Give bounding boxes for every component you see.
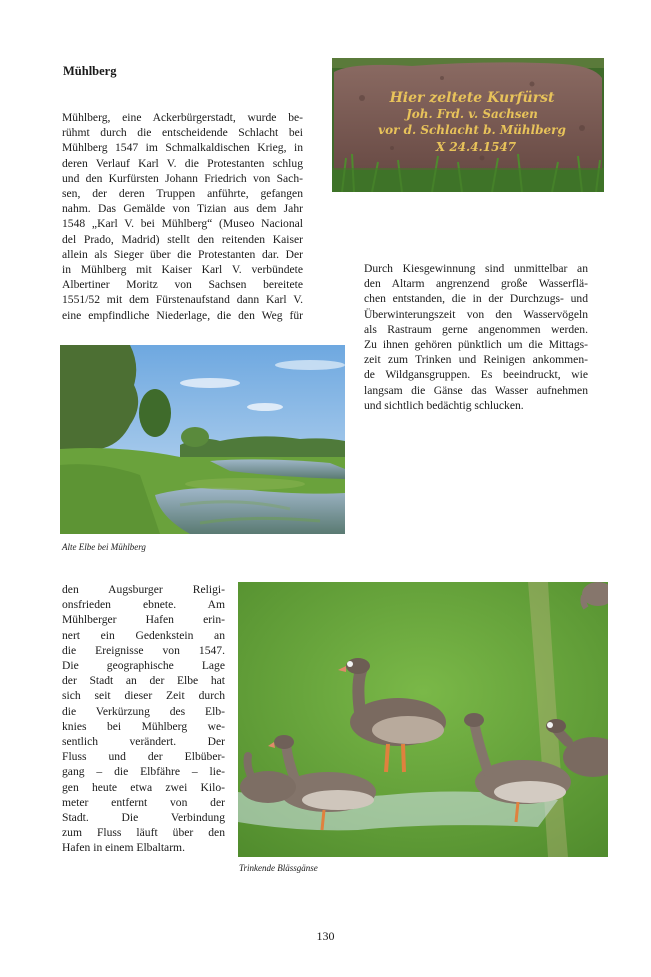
text-line: Mühlberg 1547 im Schmalkaldischen Krieg, in: [62, 141, 303, 155]
text-line: Überwinterungszeit von den Wasservögeln: [364, 307, 588, 321]
memorial-stone-photo: [332, 58, 604, 192]
text-line: gen heute etwa zwei Kilo-: [62, 780, 225, 794]
text-line: rühmt durch die entscheidende Schlacht bei: [62, 126, 303, 140]
text-line: nert ein Gedenkstein an: [62, 628, 225, 642]
text-line: Durch Kiesgewinnung sind unmittelbar an: [364, 262, 588, 275]
text-line: gang – die Elbfähre – lie-: [62, 765, 225, 779]
text-line: der Stadt an der Elbe hat: [62, 674, 225, 688]
text-line: als Rastraum gerne angenommen werden.: [364, 322, 588, 336]
text-line: Fluss und der Elbüber-: [62, 750, 225, 764]
text-line: zeit zum Trinken und Reinigen ankommen-: [364, 353, 588, 367]
text-line: sentlich verändert. Der: [62, 735, 225, 749]
text-line: nahm. Das Gemälde von Tizian aus dem Jahr: [62, 202, 303, 216]
text-block-left-bottom: [62, 582, 225, 856]
text-line: Albertiner Moritz von Sachsen bereitete: [62, 278, 303, 292]
text-line: de Wildgansgruppen. Es beeindruckt, wie: [364, 368, 588, 382]
text-line: zum Fluss läuft über den: [62, 826, 225, 840]
text-line: allein als Sieger über die Protestanten dar. Der: [62, 247, 303, 261]
geese-photo: [238, 582, 608, 857]
page-title: Mühlberg: [63, 64, 117, 78]
text-line: knies bei Mühlberg we-: [62, 719, 225, 733]
stone-inscription-line: Joh. Frd. v. Sachsen: [406, 107, 538, 121]
figure-caption: Alte Elbe bei Mühlberg: [62, 542, 146, 552]
stone-inscription-line: X 24.4.1547: [435, 140, 517, 154]
text-line: Mühlberger Hafen erin-: [62, 613, 225, 627]
text-block-right: [364, 261, 588, 413]
text-line: sich seit dieser Zeit durch: [62, 689, 225, 703]
page-number: 130: [316, 929, 335, 943]
text-line: sen, der deren Truppen anführte, gefangen: [62, 187, 303, 201]
text-line: Die geographische Lage: [62, 659, 225, 673]
text-line: die Verkürzung des Elb-: [62, 704, 225, 718]
text-line: Zu ihnen gehören pünktlich um die Mittags-: [364, 338, 588, 352]
text-line: in Mühlberg mit Kaiser Karl V. verbündete: [62, 263, 303, 277]
text-line: 1548 „Karl V. bei Mühlberg“ (Museo Nacional: [62, 217, 303, 231]
text-line: und sichtlich bedächtig schlucken.: [364, 398, 524, 412]
text-line: 1551/52 mit dem Fürstenaufstand dann Karl V.: [62, 293, 303, 307]
elbe-landscape-photo: [60, 345, 345, 534]
text-block-left-top: [62, 110, 303, 323]
figure-caption: Trinkende Blässgänse: [239, 863, 318, 873]
text-line: langsam die Gänse das Wasser aufnehmen: [364, 383, 588, 397]
text-line: onsfrieden ebnete. Am: [62, 598, 225, 612]
stone-inscription-line: vor d. Schlacht b. Mühlberg: [378, 123, 566, 137]
text-line: eine empfindliche Niederlage, die den Weg für: [62, 308, 303, 322]
stone-inscription-line: Hier zeltete Kurfürst: [389, 90, 555, 106]
text-line: den Augsburger Religi-: [62, 583, 225, 596]
text-line: deren Verlauf Karl V. die Protestanten schlug: [62, 156, 303, 170]
text-line: chen entstanden, die in der Durchzugs- und: [364, 292, 588, 306]
text-line: die Ereignisse von 1547.: [62, 643, 225, 657]
text-line: Stadt. Die Verbindung: [62, 811, 225, 825]
text-line: meter entfernt von der: [62, 795, 225, 809]
text-line: Hafen in einem Elbaltarm.: [62, 841, 185, 855]
text-line: Mühlberg, eine Ackerbürgerstadt, wurde be-: [62, 111, 303, 124]
text-line: den Altarm angrenzend große Wasserflä-: [364, 277, 588, 291]
text-line: und den Kurfürsten Johann Friedrich von Sach-: [62, 171, 303, 185]
text-line: del Prado, Madrid) stellt den reitenden Kaiser: [62, 232, 303, 246]
